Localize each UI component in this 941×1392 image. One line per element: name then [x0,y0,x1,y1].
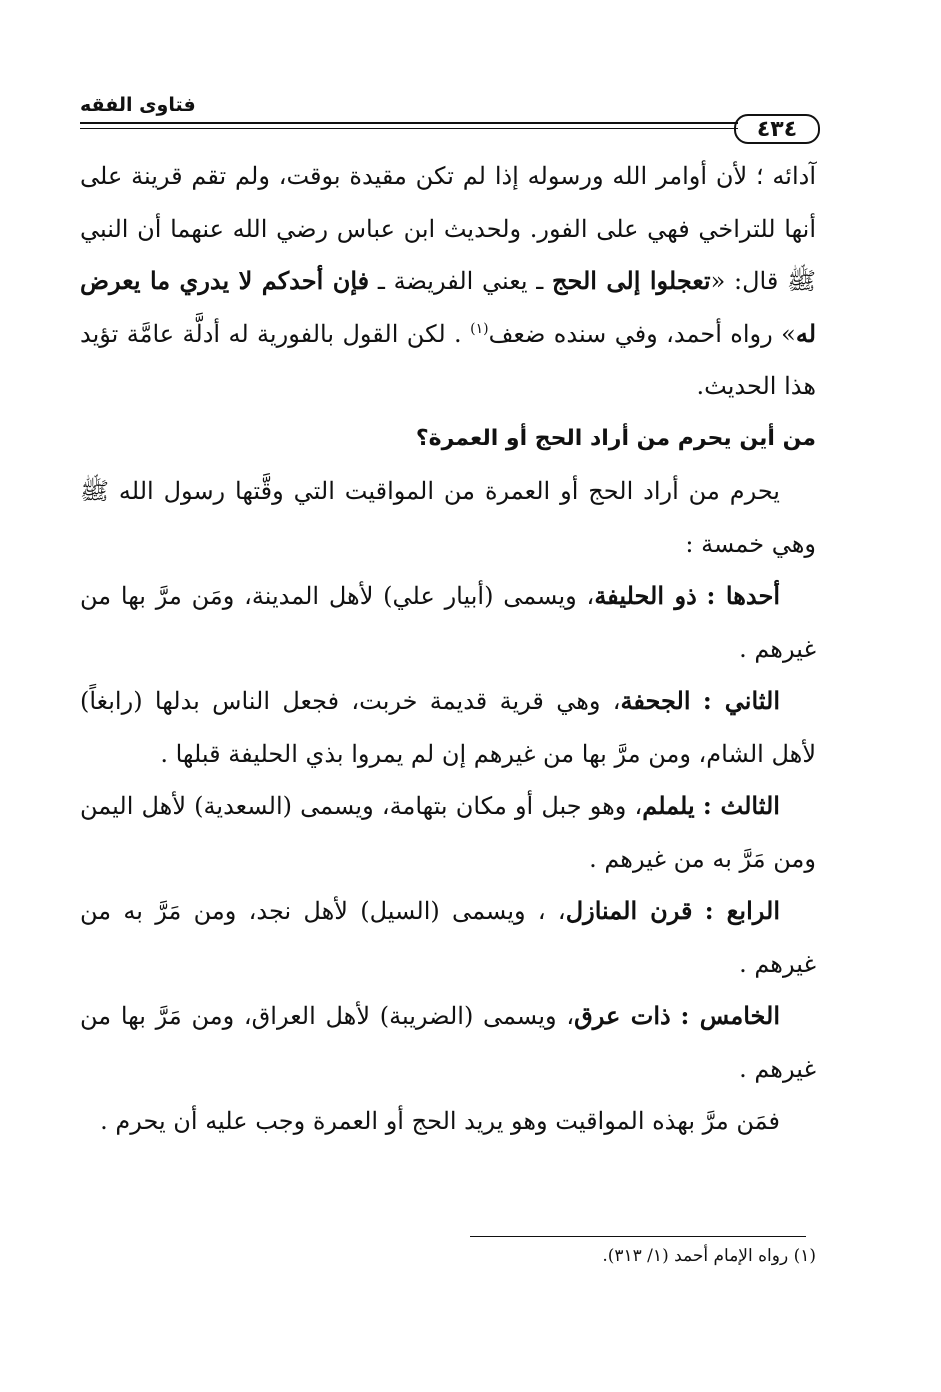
book-title: فتاوى الفقه [80,94,196,116]
footnote-reference: (١) [470,320,489,337]
footnote-separator [470,1236,806,1237]
miqat-item: أحدها : ذو الحليفة، ويسمى (أبيار علي) لأهل المدينة، ومَن مرَّ بها من غيرهم . [80,581,816,663]
miqat-item: الثالث : يلملم، وهو جبل أو مكان بتهامة، ويسمى (السعدية) لأهل اليمن ومن مَرَّ به من غيرهم . [80,791,816,873]
miqat-item: الرابع : قرن المنازل، ، ويسمى (السيل) لأهل نجد، ومن مَرَّ به من غيرهم . [80,896,816,978]
header-rule [80,122,738,124]
miqat-item: الخامس : ذات عرق، ويسمى (الضريبة) لأهل العراق، ومن مَرَّ بها من غيرهم . [80,1001,816,1083]
footnote: (١) رواه الإمام أحمد (١/ ٣١٣). [602,1246,816,1266]
closing-paragraph: فمَن مرَّ بهذه المواقيت وهو يريد الحج أو العمرة وجب عليه أن يحرم . [100,1107,780,1135]
header-rule-thin [80,128,738,129]
page-number: ٤٣٤ [734,114,820,144]
page-body [80,150,816,1148]
miqat-item: الثاني : الجحفة، وهي قرية قديمة خربت، فجعل الناس بدلها (رابغاً) لأهل الشام، ومن مرَّ بها من غيرهم إن لم يمروا بذي الحليفة قبلها . [80,686,816,768]
page-header [80,92,820,144]
section-heading: من أين يحرم من أراد الحج أو العمرة؟ [415,425,816,451]
paragraph-hadith: آدائه ؛ لأن أوامر الله ورسوله إذا لم تكن مقيدة بوقت، ولم تقم قرينة على أنها للتراخي فهي على الفور. ولحديث ابن عباس رضي الله عنهما أن النبي ﷺ قال: «تعجلوا إلى الحج ـ يعني الفريضة ـ فإن أحدكم لا يدري ما يعرض له» رواه أحمد، وفي سنده ضعف$^{(١)}$ . لكن القول بالفورية له أدلَّة عامَّة تؤيد هذا الحديث. [80,162,817,400]
intro-paragraph: يحرم من أراد الحج أو العمرة من المواقيت التي وقَّتها رسول الله ﷺ وهي خمسة : [80,477,816,558]
